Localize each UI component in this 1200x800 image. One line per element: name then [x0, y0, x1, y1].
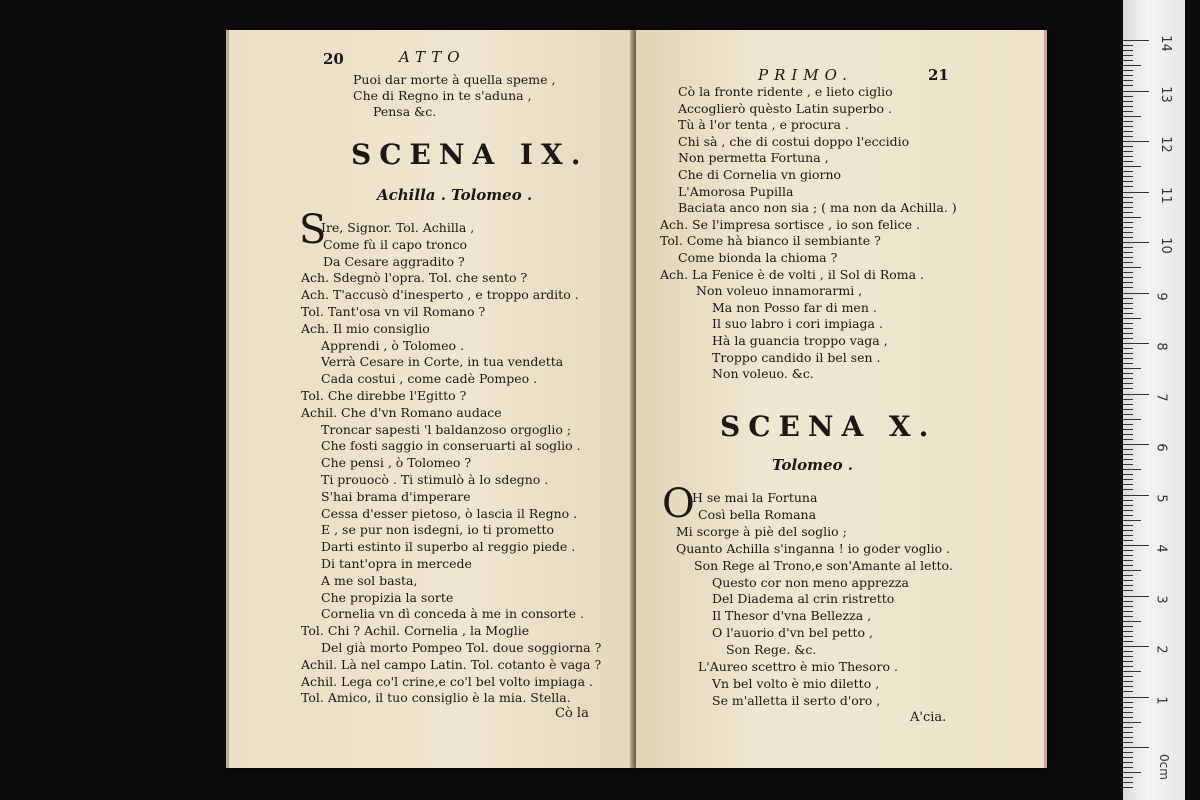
ruler-tick: [1123, 176, 1133, 177]
verse-line: Da Cesare aggradito ?: [323, 253, 465, 269]
ruler-tick: [1123, 80, 1133, 81]
ruler-tick: [1123, 489, 1133, 490]
ruler-tick: [1123, 181, 1133, 182]
ruler-tick: [1123, 722, 1141, 723]
ruler-tick: [1123, 222, 1133, 223]
verse-line: Ti prouocò . Ti stimulò à lo sdegno .: [321, 472, 549, 487]
catchword: Cò la: [555, 706, 589, 721]
verse-line: Che pensi , ò Tolomeo ?: [321, 455, 472, 471]
verse-line: Son Rege al Trono,e son'Amante al letto.: [694, 557, 953, 573]
verse-line: Verrà Cesare in Corte, in tua vendetta: [321, 354, 564, 370]
ruler-tick: [1123, 192, 1149, 193]
verse-line: Achil. Che d'vn Romano audace: [301, 404, 502, 420]
running-head: ATTO: [399, 48, 466, 66]
ruler-tick: [1123, 287, 1133, 288]
ruler-tick: [1123, 96, 1133, 97]
ruler-tick: [1123, 601, 1133, 602]
ruler-tick: [1123, 484, 1133, 485]
ruler-tick: [1123, 611, 1133, 612]
ruler-tick: [1123, 171, 1133, 172]
ruler-tick: [1123, 111, 1133, 112]
ruler-tick: [1123, 621, 1141, 622]
ruler-tick: [1123, 449, 1133, 450]
ruler-tick: [1123, 646, 1149, 647]
verse-line: E , se pur non isdegni, io ti prometto: [321, 522, 555, 538]
verse-line: Il suo labro i cori impiaga .: [712, 316, 883, 332]
ruler-tick: [1123, 70, 1133, 71]
verse-line: Cada costui , come cadè Pompeo .: [321, 371, 538, 387]
verse-line: Non permetta Fortuna ,: [678, 150, 829, 166]
ruler-tick: [1123, 227, 1133, 228]
ruler-tick: [1123, 641, 1133, 642]
verse-line: Troppo candido il bel sen .: [712, 349, 881, 365]
ruler-tick: [1123, 707, 1133, 708]
verse-line: Quanto Achilla s'inganna ! io goder voglio .: [676, 540, 951, 556]
ruler-tick: [1123, 237, 1133, 238]
verse-line: Così bella Romana: [698, 506, 817, 522]
ruler-tick: [1123, 661, 1133, 662]
ruler-tick: [1123, 186, 1133, 187]
ruler-tick: [1123, 277, 1133, 278]
verse-line: Che di Regno in te s'aduna ,: [353, 88, 532, 103]
ruler-number: 1: [1153, 695, 1169, 705]
ruler-tick: [1123, 540, 1133, 541]
ruler-tick: [1123, 742, 1133, 743]
ruler-tick: [1123, 747, 1149, 748]
ruler-tick: [1123, 146, 1133, 147]
ruler-number: 2: [1153, 645, 1169, 654]
verse-line: Il Thesor d'vna Bellezza ,: [712, 608, 872, 624]
ruler-tick: [1123, 474, 1133, 475]
ruler-tick: [1123, 161, 1133, 162]
drop-cap: O: [662, 481, 695, 527]
verse-line: Di tant'opra in mercede: [321, 556, 472, 571]
ruler-number: 14: [1157, 35, 1173, 52]
ruler-tick: [1123, 681, 1133, 682]
ruler-tick: [1123, 479, 1133, 480]
ruler-number: 3: [1153, 594, 1169, 604]
ruler-tick: [1123, 459, 1133, 460]
verse-line: Accoglierò quèsto Latin superbo .: [678, 100, 892, 116]
verse-line: Non voleuo innamorarmi ,: [696, 283, 863, 299]
verse-line: Pensa &c.: [373, 104, 437, 119]
ruler-tick: [1123, 596, 1149, 597]
ruler-tick: [1123, 323, 1133, 324]
ruler-number: 8: [1153, 342, 1169, 351]
verse-line: Chi sà , che di costui doppo l'eccidio: [678, 133, 910, 149]
ruler-tick: [1123, 515, 1133, 516]
verse-line: Hà la guancia troppo vaga ,: [712, 333, 888, 348]
ruler-tick: [1123, 626, 1133, 627]
ruler-tick: [1123, 752, 1133, 753]
ruler-tick: [1123, 141, 1149, 142]
ruler-tick: [1123, 702, 1133, 703]
ruler-number: 5: [1153, 493, 1169, 503]
ruler-tick: [1123, 45, 1133, 46]
ruler-tick: [1123, 404, 1133, 405]
drop-cap: S: [299, 207, 327, 253]
ruler-tick: [1123, 409, 1133, 410]
ruler-tick: [1123, 590, 1133, 591]
ruler-number: 9: [1153, 291, 1169, 301]
ruler-tick: [1123, 126, 1133, 127]
verse-line: Puoi dar morte à quella speme ,: [353, 72, 556, 87]
ruler-tick: [1123, 757, 1133, 758]
ruler-tick: [1123, 358, 1133, 359]
ruler-tick: [1123, 697, 1149, 698]
scene-title: SCENA IX.: [351, 138, 589, 171]
ruler-tick: [1123, 530, 1133, 531]
ruler-tick: [1123, 262, 1133, 263]
verse-line: Tol. Come hà bianco il sembiante ?: [660, 233, 881, 249]
ruler-tick: [1123, 363, 1133, 364]
ruler-tick: [1123, 434, 1133, 435]
verse-line: Cessa d'esser pietoso, ò lascia il Regno .: [321, 505, 578, 521]
ruler-tick: [1123, 343, 1149, 344]
ruler-tick: [1123, 55, 1133, 56]
ruler-tick: [1123, 575, 1133, 576]
ruler-tick: [1123, 732, 1133, 733]
ruler-tick: [1123, 767, 1133, 768]
ruler-tick: [1123, 378, 1133, 379]
verse-line: Che propizia la sorte: [321, 589, 454, 605]
scene-characters: Tolomeo .: [772, 456, 854, 474]
ruler-tick: [1123, 469, 1141, 470]
ruler-number: 11: [1157, 186, 1173, 204]
ruler-tick: [1123, 197, 1133, 198]
ruler-tick: [1123, 318, 1141, 319]
ruler-tick: [1123, 535, 1133, 536]
ruler-tick: [1123, 267, 1141, 268]
verse-line: Ach. La Fenice è de volti , il Sol di Roma .: [660, 266, 925, 282]
ruler-tick: [1123, 40, 1149, 41]
ruler-tick: [1123, 131, 1133, 132]
ruler-tick: [1123, 545, 1149, 546]
verse-line: S'hai brama d'imperare: [321, 488, 471, 504]
verse-line: Tol. Tant'osa vn vil Romano ?: [301, 304, 486, 319]
ruler-tick: [1123, 106, 1133, 107]
ruler-tick: [1123, 570, 1141, 571]
ruler-number: 10: [1157, 237, 1173, 254]
ruler-tick: [1123, 631, 1133, 632]
verse-line: Se m'alletta il serto d'oro ,: [712, 692, 881, 708]
ruler-tick: [1123, 777, 1133, 778]
ruler-tick: [1123, 495, 1149, 496]
ruler-tick: [1123, 308, 1133, 309]
page-number: 21: [928, 66, 949, 84]
verse-line: Che fosti saggio in conseruarti al soglio .: [321, 438, 581, 454]
ruler-tick: [1123, 91, 1149, 92]
ruler-tick: [1123, 151, 1133, 152]
ruler-tick: [1123, 439, 1133, 440]
verse-line: Mi scorge à piè del soglio ;: [676, 523, 847, 539]
ruler-tick: [1123, 772, 1141, 773]
scene-title: SCENA X.: [720, 410, 937, 443]
ruler-tick: [1123, 671, 1141, 672]
ruler-tick: [1123, 303, 1133, 304]
ruler-tick: [1123, 520, 1141, 521]
ruler-tick: [1123, 717, 1133, 718]
ruler-tick: [1123, 65, 1141, 66]
ruler-tick: [1123, 500, 1133, 501]
ruler-tick: [1123, 257, 1133, 258]
ruler-tick: [1123, 691, 1133, 692]
ruler-tick: [1123, 85, 1133, 86]
verse-line: Come fù il capo tronco: [323, 236, 467, 252]
ruler-tick: [1123, 368, 1141, 369]
verse-line: L'Amorosa Pupilla: [678, 183, 794, 199]
verse-line: Cornelia vn dì conceda à me in consorte .: [321, 606, 584, 622]
ruler-tick: [1123, 712, 1133, 713]
ruler-tick: [1123, 676, 1133, 677]
ruler-tick: [1123, 616, 1133, 617]
ruler-tick: [1123, 464, 1133, 465]
ruler-tick: [1123, 353, 1133, 354]
ruler-tick: [1123, 232, 1133, 233]
verse-line: Tol. Che direbbe l'Egitto ?: [301, 388, 467, 403]
ruler-tick: [1123, 505, 1133, 506]
ruler-tick: [1123, 787, 1133, 788]
scene-characters: Achilla . Tolomeo .: [377, 186, 533, 204]
verse-line: Questo cor non meno apprezza: [712, 574, 909, 590]
ruler-tick: [1123, 414, 1133, 415]
verse-line: Del Diadema al crin ristretto: [712, 591, 895, 607]
ruler-tick: [1123, 60, 1133, 61]
verse-line: Tol. Amico, il tuo consiglio è la mia. Stella.: [301, 690, 571, 706]
verse-line: Ire, Signor. Tol. Achilla ,: [321, 220, 475, 235]
ruler-tick: [1123, 656, 1133, 657]
ruler-tick: [1123, 242, 1149, 243]
verse-line: Che di Cornelia vn giorno: [678, 167, 842, 182]
verse-line: A me sol basta,: [321, 572, 418, 588]
verse-line: Baciata anco non sia ; ( ma non da Achilla. ): [678, 200, 957, 216]
ruler-tick: [1123, 510, 1133, 511]
ruler-tick: [1123, 298, 1133, 299]
verse-line: Ach. Il mio consiglio: [301, 320, 430, 336]
ruler-tick: [1123, 121, 1133, 122]
page-number: 20: [323, 50, 344, 68]
verse-line: Cò la fronte ridente , e lieto ciglio: [678, 84, 893, 99]
ruler-tick: [1123, 293, 1149, 294]
verse-line: Apprendi , ò Tolomeo .: [321, 337, 465, 353]
verse-line: Darti estinto il superbo al reggio piede .: [321, 539, 576, 555]
ruler-tick: [1123, 156, 1133, 157]
ruler-tick: [1123, 585, 1133, 586]
running-head: PRIMO.: [758, 66, 853, 84]
ruler-tick: [1123, 388, 1133, 389]
ruler-number: 12: [1157, 136, 1173, 153]
ruler-number: 6: [1153, 443, 1169, 452]
ruler-tick: [1123, 762, 1133, 763]
verse-line: Ach. Se l'impresa sortisce , io son felice .: [660, 216, 920, 232]
ruler-tick: [1123, 525, 1133, 526]
left-page: [226, 30, 637, 768]
ruler-tick: [1123, 651, 1133, 652]
ruler-tick: [1123, 313, 1133, 314]
ruler-tick: [1123, 282, 1133, 283]
ruler-tick: [1123, 394, 1149, 395]
ruler-tick: [1123, 383, 1133, 384]
verse-line: Come bionda la chioma ?: [678, 250, 838, 265]
ruler-tick: [1123, 252, 1133, 253]
ruler-tick: [1123, 727, 1133, 728]
verse-line: Non voleuo. &c.: [712, 366, 814, 382]
ruler-tick: [1123, 136, 1133, 137]
ruler-tick: [1123, 207, 1133, 208]
ruler-number: 13: [1157, 85, 1173, 103]
verse-line: Del già morto Pompeo Tol. doue soggiorna ?: [321, 640, 602, 655]
verse-line: O l'auorio d'vn bel petto ,: [712, 625, 873, 641]
ruler-tick: [1123, 348, 1133, 349]
measuring-ruler: [1123, 0, 1185, 800]
ruler-tick: [1123, 565, 1133, 566]
verse-line: L'Aureo scettro è mio Thesoro .: [698, 659, 898, 674]
ruler-tick: [1123, 444, 1149, 445]
ruler-tick: [1123, 419, 1141, 420]
ruler-tick: [1123, 737, 1133, 738]
verse-line: Tol. Chi ? Achil. Cornelia , la Moglie: [301, 623, 530, 639]
ruler-tick: [1123, 555, 1133, 556]
ruler-tick: [1123, 399, 1133, 400]
ruler-tick: [1123, 50, 1133, 51]
ruler-number: 4: [1153, 544, 1169, 553]
ruler-tick: [1123, 606, 1133, 607]
ruler-tick: [1123, 338, 1133, 339]
ruler-tick: [1123, 782, 1133, 783]
ruler-tick: [1123, 116, 1141, 117]
verse-line: Achil. Lega co'l crine,e co'l bel volto impiaga .: [301, 673, 593, 689]
verse-line: Troncar sapesti 'l baldanzoso orgoglio ;: [321, 421, 572, 437]
right-page: [636, 30, 1047, 768]
ruler-tick: [1123, 217, 1141, 218]
verse-line: Vn bel volto è mio diletto ,: [712, 675, 880, 691]
ruler-tick: [1123, 247, 1133, 248]
verse-line: H se mai la Fortuna: [692, 490, 818, 505]
verse-line: Tù à l'or tenta , e procura .: [678, 117, 849, 133]
ruler-tick: [1123, 560, 1133, 561]
ruler-unit: 0cm: [1156, 754, 1171, 780]
ruler-tick: [1123, 166, 1141, 167]
ruler-tick: [1123, 636, 1133, 637]
ruler-tick: [1123, 373, 1133, 374]
ruler-tick: [1123, 75, 1133, 76]
ruler-tick: [1123, 272, 1133, 273]
ruler-tick: [1123, 202, 1133, 203]
catchword: A'cia.: [910, 710, 947, 725]
ruler-tick: [1123, 333, 1133, 334]
ruler-tick: [1123, 101, 1133, 102]
verse-line: Achil. Là nel campo Latin. Tol. cotanto è vaga ?: [301, 656, 602, 672]
ruler-tick: [1123, 580, 1133, 581]
ruler-tick: [1123, 550, 1133, 551]
verse-line: Son Rege. &c.: [726, 642, 817, 658]
verse-line: Ach. Sdegnò l'opra. Tol. che sento ?: [301, 270, 528, 286]
ruler-tick: [1123, 429, 1133, 430]
ruler-tick: [1123, 454, 1133, 455]
ruler-tick: [1123, 212, 1133, 213]
ruler-tick: [1123, 666, 1133, 667]
ruler-tick: [1123, 328, 1133, 329]
ruler-number: 7: [1153, 392, 1169, 402]
verse-line: Ma non Posso far di men .: [712, 299, 877, 315]
ruler-tick: [1123, 686, 1133, 687]
ruler-tick: [1123, 424, 1133, 425]
verse-line: Ach. T'accusò d'inesperto , e troppo ardito .: [301, 287, 579, 303]
